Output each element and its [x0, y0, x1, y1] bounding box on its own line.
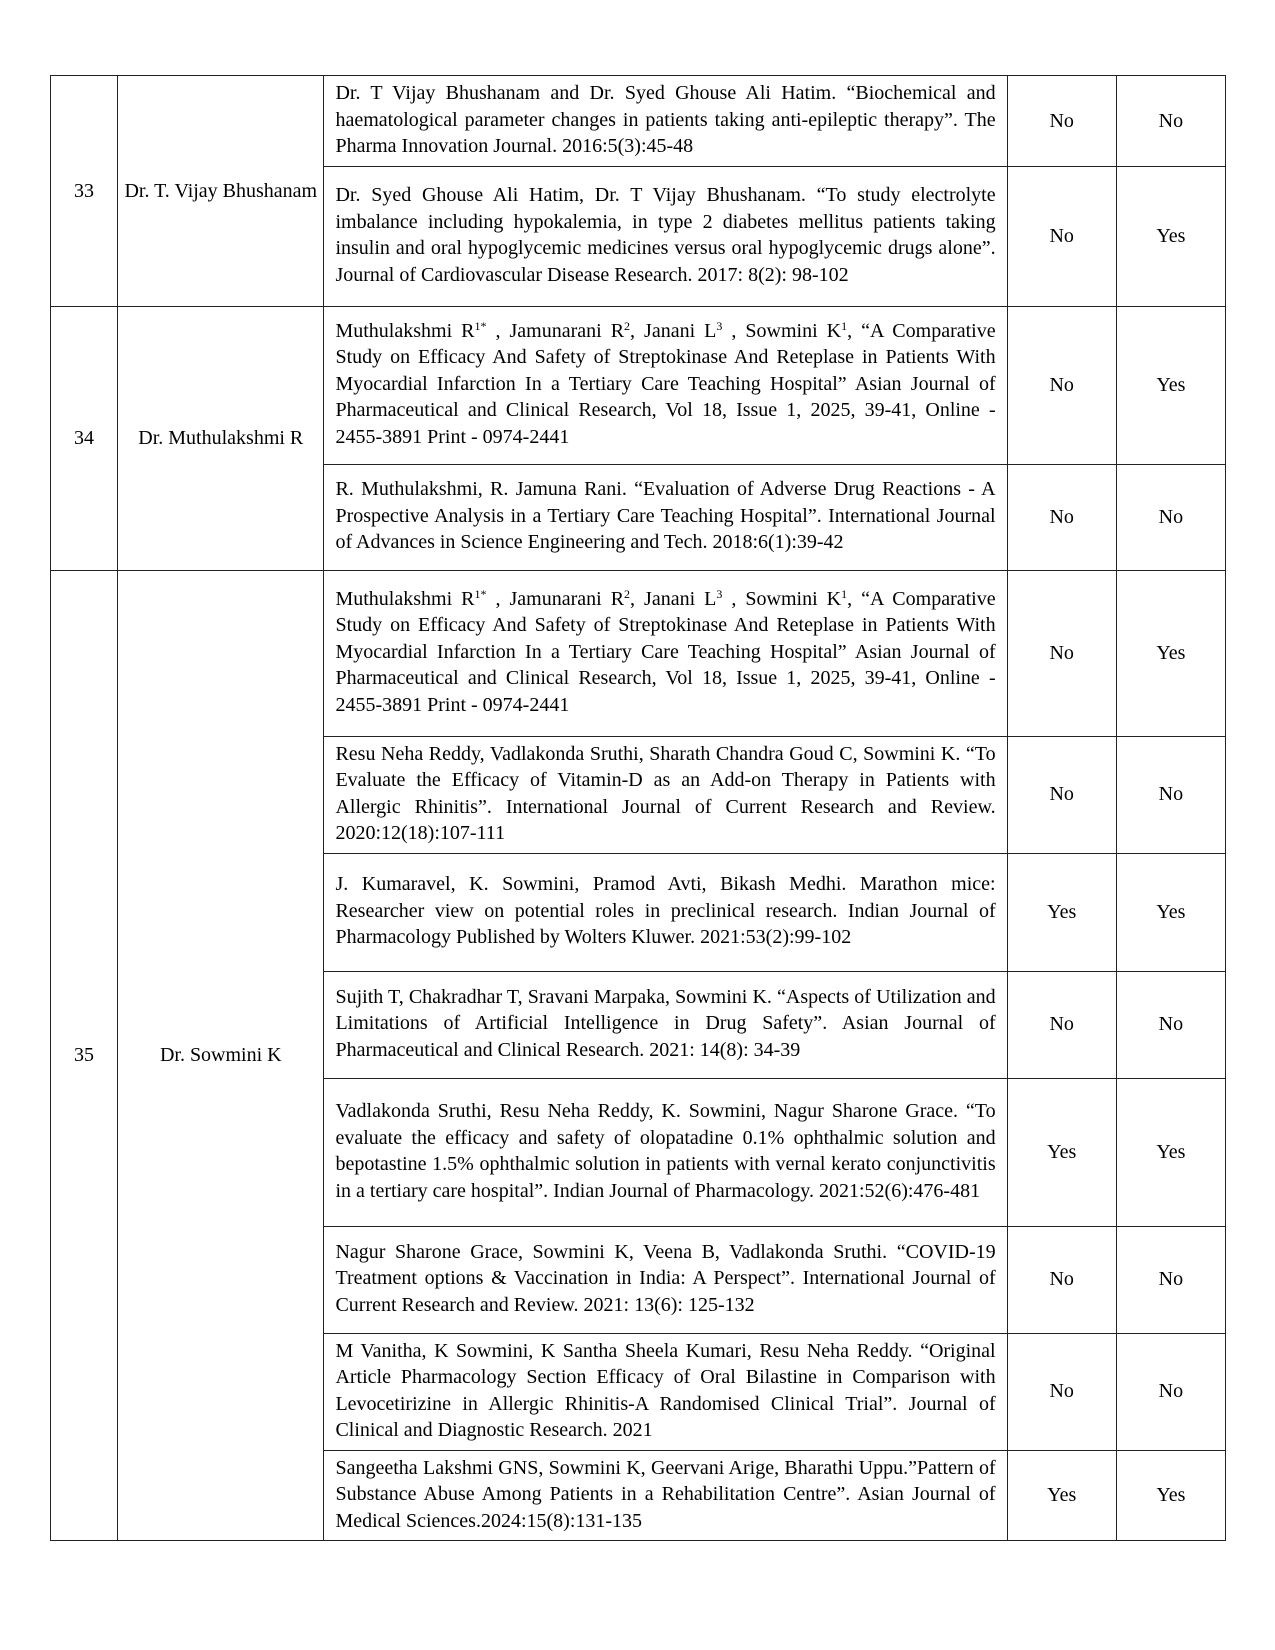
indexed-flag-1: No	[1007, 1226, 1116, 1333]
indexed-flag-1: No	[1007, 736, 1116, 853]
indexed-flag-2: No	[1116, 464, 1225, 570]
indexed-flag-1: No	[1007, 570, 1116, 736]
faculty-name: Dr. Sowmini K	[118, 570, 324, 1541]
citation: J. Kumaravel, K. Sowmini, Pramod Avti, Bikash Medhi. Marathon mice: Researcher view on potential roles in preclinical research. Indian Journal of Pharmacology Published by Wolters Kluwer. 2021:53(2):99-102	[324, 853, 1007, 971]
indexed-flag-2: No	[1116, 1333, 1225, 1450]
citation: Muthulakshmi $R^{1*}$ , Jamunarani $R^2$, Janani $L^3$ , Sowmini $K^1$, “A Comparative Study on Efficacy And Safety of Streptokinase And Reteplase in Patients With Myocardial Infarction In a Tertiary Care Teaching Hospital” Asian Journal of Pharmaceutical and Clinical Research, Vol 18, Issue 1, 2025, 39-41, Online - 2455-3891 Print - 0974-2441	[324, 570, 1007, 736]
citation: Resu Neha Reddy, Vadlakonda Sruthi, Sharath Chandra Goud C, Sowmini K. “To Evaluate the Efficacy of Vitamin-D as an Add-on Therapy in Patients with Allergic Rhinitis”. International Journal of Current Research and Review. 2020:12(18):107-111	[324, 736, 1007, 853]
citation: Dr. T Vijay Bhushanam and Dr. Syed Ghouse Ali Hatim. “Biochemical and haematological parameter changes in patients taking anti-epileptic therapy”. The Pharma Innovation Journal. 2016:5(3):45-48	[324, 76, 1007, 167]
indexed-flag-1: Yes	[1007, 1078, 1116, 1226]
serial-number: 34	[51, 306, 118, 570]
indexed-flag-2: Yes	[1116, 1450, 1225, 1541]
document-page	[50, 75, 1226, 1541]
citation: M Vanitha, K Sowmini, K Santha Sheela Kumari, Resu Neha Reddy. “Original Article Pharmacology Section Efficacy of Oral Bilastine in Comparison with Levocetirizine in Allergic Rhinitis-A Randomised Clinical Trial”. Journal of Clinical and Diagnostic Research. 2021	[324, 1333, 1007, 1450]
faculty-name: Dr. T. Vijay Bhushanam	[118, 76, 324, 307]
indexed-flag-2: Yes	[1116, 853, 1225, 971]
citation: Muthulakshmi $R^{1*}$ , Jamunarani $R^2$, Janani $L^3$ , Sowmini $K^1$, “A Comparative Study on Efficacy And Safety of Streptokinase And Reteplase in Patients With Myocardial Infarction In a Tertiary Care Teaching Hospital” Asian Journal of Pharmaceutical and Clinical Research, Vol 18, Issue 1, 2025, 39-41, Online - 2455-3891 Print - 0974-2441	[324, 306, 1007, 464]
indexed-flag-1: No	[1007, 1333, 1116, 1450]
indexed-flag-2: Yes	[1116, 570, 1225, 736]
publications-table	[50, 75, 1226, 1541]
indexed-flag-1: Yes	[1007, 1450, 1116, 1541]
citation: Sangeetha Lakshmi GNS, Sowmini K, Geervani Arige, Bharathi Uppu.”Pattern of Substance Abuse Among Patients in a Rehabilitation Centre”. Asian Journal of Medical Sciences.2024:15(8):131-135	[324, 1450, 1007, 1541]
indexed-flag-2: No	[1116, 76, 1225, 167]
faculty-name: Dr. Muthulakshmi R	[118, 306, 324, 570]
indexed-flag-2: Yes	[1116, 306, 1225, 464]
citation: R. Muthulakshmi, R. Jamuna Rani. “Evaluation of Adverse Drug Reactions - A Prospective Analysis in a Tertiary Care Teaching Hospital”. International Journal of Advances in Science Engineering and Tech. 2018:6(1):39-42	[324, 464, 1007, 570]
serial-number: 33	[51, 76, 118, 307]
citation: Sujith T, Chakradhar T, Sravani Marpaka, Sowmini K. “Aspects of Utilization and Limitations of Artificial Intelligence in Drug Safety”. Asian Journal of Pharmaceutical and Clinical Research. 2021: 14(8): 34-39	[324, 971, 1007, 1078]
citation: Vadlakonda Sruthi, Resu Neha Reddy, K. Sowmini, Nagur Sharone Grace. “To evaluate the efficacy and safety of olopatadine 0.1% ophthalmic solution and bepotastine 1.5% ophthalmic solution in patients with vernal kerato conjunctivitis in a tertiary care hospital”. Indian Journal of Pharmacology. 2021:52(6):476-481	[324, 1078, 1007, 1226]
citation: Nagur Sharone Grace, Sowmini K, Veena B, Vadlakonda Sruthi. “COVID-19 Treatment options & Vaccination in India: A Perspect”. International Journal of Current Research and Review. 2021: 13(6): 125-132	[324, 1226, 1007, 1333]
indexed-flag-1: No	[1007, 464, 1116, 570]
table-row	[51, 306, 1226, 464]
indexed-flag-1: No	[1007, 306, 1116, 464]
indexed-flag-1: No	[1007, 76, 1116, 167]
indexed-flag-2: No	[1116, 971, 1225, 1078]
indexed-flag-2: Yes	[1116, 166, 1225, 306]
table-row	[51, 570, 1226, 736]
citation: Dr. Syed Ghouse Ali Hatim, Dr. T Vijay Bhushanam. “To study electrolyte imbalance including hypokalemia, in type 2 diabetes mellitus patients taking insulin and oral hypoglycemic medicines versus oral hypoglycemic drugs alone”. Journal of Cardiovascular Disease Research. 2017: 8(2): 98-102	[324, 166, 1007, 306]
serial-number: 35	[51, 570, 118, 1541]
indexed-flag-1: No	[1007, 971, 1116, 1078]
indexed-flag-2: No	[1116, 1226, 1225, 1333]
indexed-flag-2: Yes	[1116, 1078, 1225, 1226]
indexed-flag-2: No	[1116, 736, 1225, 853]
indexed-flag-1: No	[1007, 166, 1116, 306]
indexed-flag-1: Yes	[1007, 853, 1116, 971]
table-row	[51, 76, 1226, 167]
